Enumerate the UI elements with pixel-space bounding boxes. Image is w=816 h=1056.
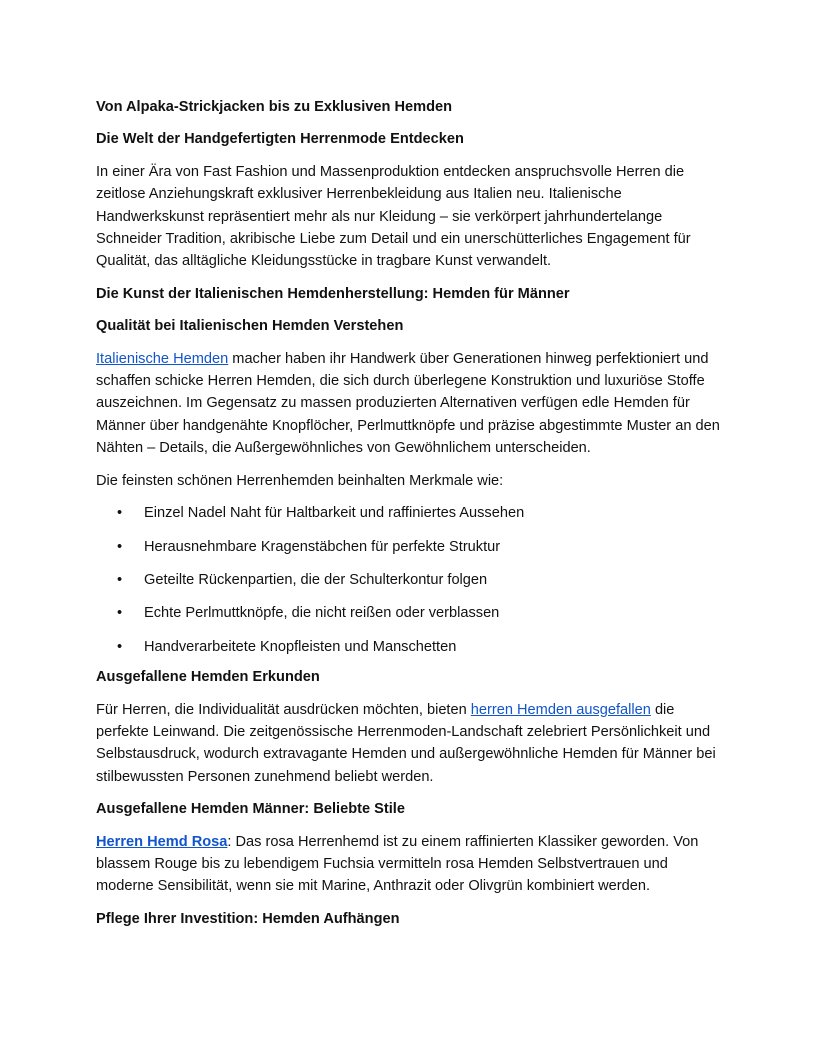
- heading-pflege: Pflege Ihrer Investition: Hemden Aufhängen: [96, 910, 400, 927]
- bullet-icon: •: [117, 538, 123, 555]
- paragraph-rosa: [96, 831, 726, 898]
- heading-stile: Ausgefallene Hemden Männer: Beliebte Stile: [96, 801, 405, 818]
- link-herren-hemd-rosa[interactable]: Herren Hemd Rosa: [96, 833, 228, 850]
- heading-welt: Die Welt der Handgefertigten Herrenmode Entdecken: [96, 131, 464, 148]
- paragraph-ausgefallen-text: die perfekte Leinwand. Die zeitgenössische Herrenmoden-Landschaft zelebriert Persönlichkeit und Selbstausdruck, wodurch extravagante Hemden und außergewöhnliche Hemden für Männer bei stilbewussten Personen zunehmend beliebt werden.: [96, 701, 716, 785]
- list-item: [96, 536, 726, 558]
- list-item: [96, 502, 726, 524]
- link-italienische-hemden[interactable]: Italienische Hemden: [96, 350, 229, 367]
- document-title: Von Alpaka-Strickjacken bis zu Exklusiven Hemden: [96, 99, 453, 115]
- bullet-icon: •: [117, 638, 123, 655]
- link-herren-hemden-ausgefallen[interactable]: herren Hemden ausgefallen: [470, 701, 651, 718]
- list-item-text: Echte Perlmuttknöpfe, die nicht reißen oder verblassen: [144, 605, 500, 622]
- paragraph-merkmale: Die feinsten schönen Herrenhemden beinhalten Merkmale wie:: [96, 472, 504, 489]
- heading-qualitaet: Qualität bei Italienischen Hemden Verstehen: [96, 318, 404, 335]
- bullet-icon: •: [117, 605, 123, 622]
- paragraph-qualitaet: [96, 348, 726, 460]
- document-page: [96, 96, 726, 940]
- paragraph-ausgefallen: [96, 699, 726, 789]
- list-item-text: Herausnehmbare Kragenstäbchen für perfekte Struktur: [144, 538, 501, 555]
- list-item: [96, 569, 726, 591]
- list-item: [96, 636, 726, 658]
- heading-kunst: Die Kunst der Italienischen Hemdenherstellung: Hemden für Männer: [96, 285, 570, 302]
- paragraph-ausgefallen-lead: Für Herren, die Individualität ausdrücken möchten, bieten: [96, 701, 471, 718]
- list-item-text: Einzel Nadel Naht für Haltbarkeit und raffiniertes Aussehen: [144, 505, 525, 522]
- list-item-text: Handverarbeitete Knopfleisten und Manschetten: [144, 638, 457, 655]
- paragraph-qualitaet-text: macher haben ihr Handwerk über Generationen hinweg perfektioniert und schaffen schicke Herren Hemden, die sich durch überlegene Konstruktion und luxuriöse Stoffe auszeichnen. Im Gegensatz zu massen produzierten Alternativen verfügen edle Hemden für Männer über handgenähte Knopflöcher, Perlmuttknöpfe und präzise abgestimmte Muster an den Nähten – Details, die Außergewöhnliches von Gewöhnlichem unterscheiden.: [96, 350, 720, 457]
- bullet-icon: •: [117, 505, 123, 522]
- list-item-text: Geteilte Rückenpartien, die der Schulterkontur folgen: [144, 571, 488, 588]
- features-list: [96, 502, 726, 658]
- bullet-icon: •: [117, 571, 123, 588]
- paragraph-intro: In einer Ära von Fast Fashion und Massenproduktion entdecken anspruchsvolle Herren die zeitlose Anziehungskraft exklusiver Herrenbekleidung aus Italien neu. Italienische Handwerkskunst repräsentiert mehr als nur Kleidung – sie verkörpert jahrhundertelange Schneider Tradition, akribische Liebe zum Detail und ein unerschütterliches Engagement für Qualität, das alltägliche Kleidungsstücke in tragbare Kunst verwandelt.: [96, 163, 691, 270]
- heading-ausgefallen: Ausgefallene Hemden Erkunden: [96, 669, 320, 686]
- list-item: [96, 602, 726, 624]
- paragraph-rosa-text: : Das rosa Herrenhemd ist zu einem raffinierten Klassiker geworden. Von blassem Rouge bis zu lebendigem Fuchsia vermitteln rosa Hemden Selbstvertrauen und moderne Sensibilität, wenn sie mit Marine, Anthrazit oder Olivgrün kombiniert werden.: [96, 833, 699, 895]
